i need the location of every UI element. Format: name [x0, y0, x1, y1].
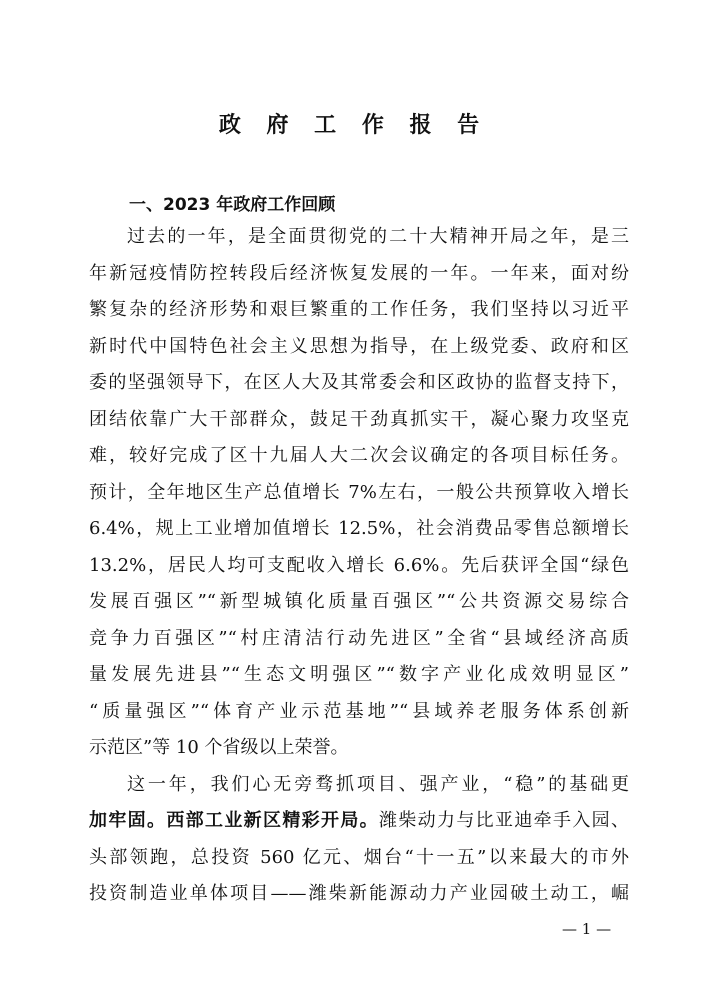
document-title: 政 府 工 作 报 告 — [218, 112, 489, 138]
paragraph-line: 6.4%，规上工业增加值增长 12.5%，社会消费品零售总额增长 — [89, 518, 629, 539]
paragraph-line: 委的坚强领导下，在区人大及其常委会和区政协的监督支持下， — [89, 372, 629, 393]
paragraph-line: 团结依靠广大干部群众，鼓足干劲真抓实干，凝心聚力攻坚克 — [89, 408, 629, 430]
paragraph-line: 年新冠疫情防控转段后经济恢复发展的一年。一年来，面对纷 — [89, 262, 629, 284]
paragraph-line: 发展百强区”“新型城镇化质量百强区”“公共资源交易综合 — [89, 591, 629, 612]
paragraph-line: “质量强区”“体育产业示范基地”“县域养老服务体系创新 — [89, 700, 629, 722]
paragraph-line: 13.2%，居民人均可支配收入增长 6.6%。先后获评全国“绿色 — [89, 554, 629, 576]
paragraph-line: 繁复杂的经济形势和艰巨繁重的工作任务，我们坚持以习近平 — [89, 299, 629, 320]
section-heading: 一、2023 年政府工作回顾 — [129, 195, 336, 215]
paragraph-line: 新时代中国特色社会主义思想为指导，在上级党委、政府和区 — [89, 335, 629, 357]
paragraph-line-with-highlight — [89, 803, 629, 840]
highlight-heading: 加牢固。西部工业新区精彩开局。 — [89, 810, 379, 831]
paragraph-line: 竞争力百强区”“村庄清洁行动先进区”全省“县域经济高质 — [89, 627, 629, 649]
paragraph-line: 量发展先进县”“生态文明强区”“数字产业化成效明显区” — [89, 664, 629, 685]
paragraph-line: 预计，全年地区生产总值增长 7%左右，一般公共预算收入增长 — [89, 481, 629, 503]
paragraph-text: 潍柴动力与比亚迪牵手入园、 — [379, 810, 629, 831]
page-number: — 1 — — [562, 920, 612, 938]
paragraph-line: 难，较好完成了区十九届人大二次会议确定的各项目标任务。 — [89, 445, 629, 466]
body-text — [89, 219, 629, 913]
paragraph-line: 这一年，我们心无旁骛抓项目、强产业，“稳”的基础更 — [127, 773, 629, 795]
paragraph-line: 投资制造业单体项目——潍柴新能源动力产业园破土动工，崛 — [89, 883, 629, 904]
paragraph-line: 头部领跑，总投资 560 亿元、烟台“十一五”以来最大的市外 — [89, 846, 629, 868]
paragraph-line: 示范区”等 10 个省级以上荣誉。 — [89, 737, 349, 758]
paragraph-line: 过去的一年，是全面贯彻党的二十大精神开局之年，是三 — [127, 226, 629, 247]
